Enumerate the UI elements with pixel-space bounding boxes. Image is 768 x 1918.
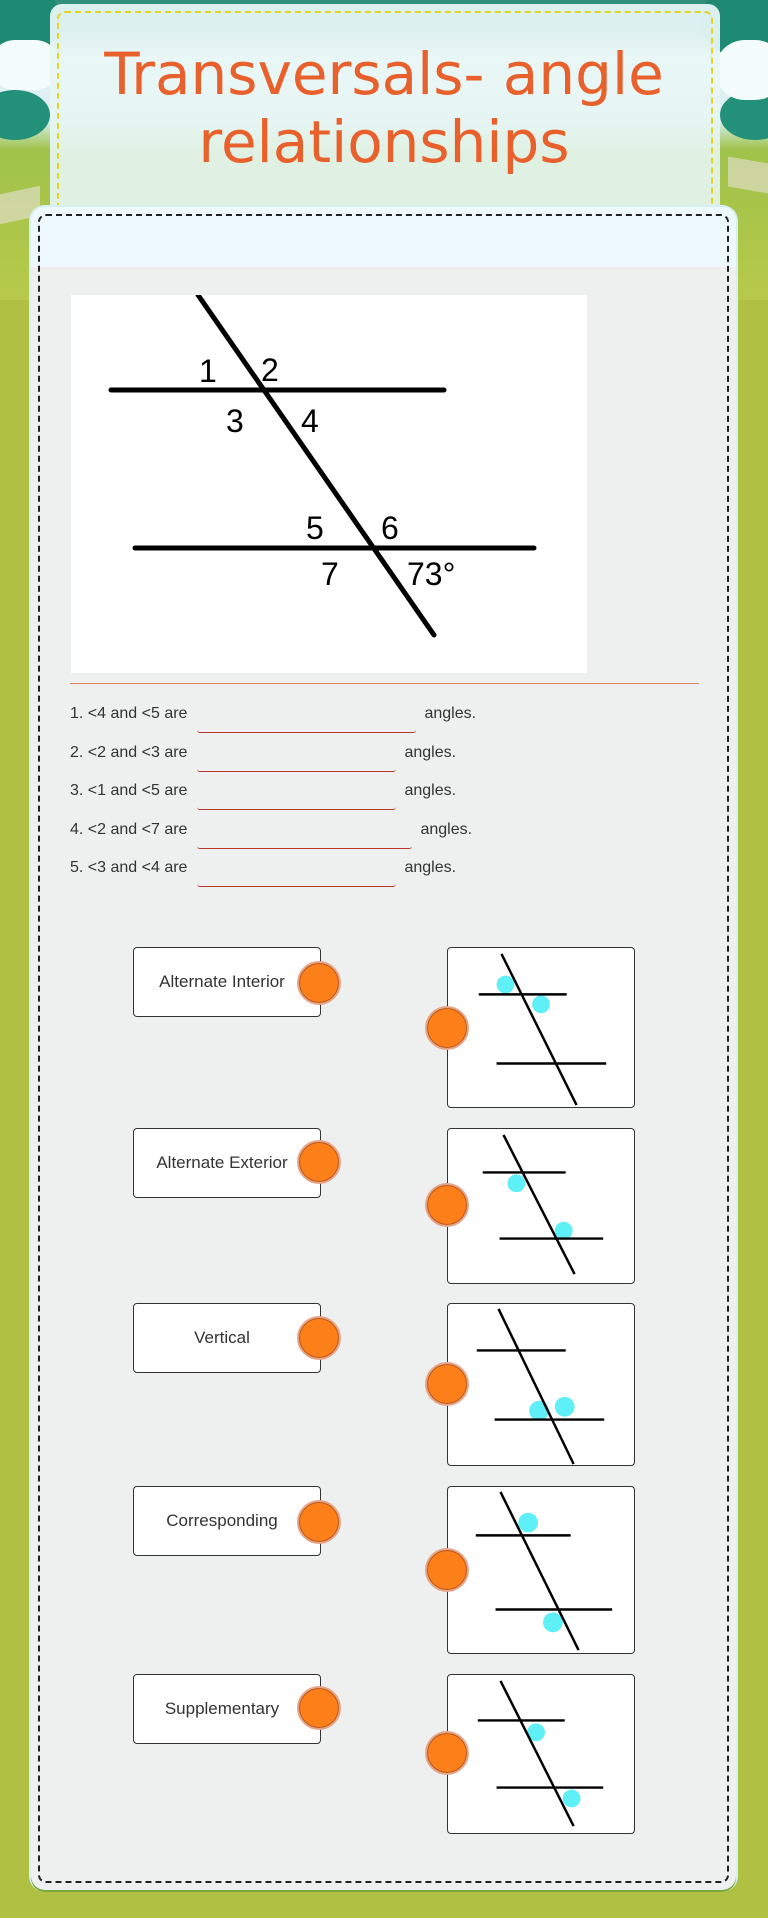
question-suffix: angles. (404, 859, 457, 877)
match-diagram-4[interactable] (447, 1486, 635, 1654)
left-connector-dot-4[interactable] (297, 1500, 341, 1544)
answer-input-1[interactable] (197, 707, 416, 733)
tree-decoration (0, 90, 50, 140)
match-term-label: Corresponding (166, 1511, 278, 1530)
question-number: 5. (70, 859, 84, 877)
answer-input-3[interactable] (197, 784, 396, 810)
angle-label-7: 7 (321, 556, 339, 592)
right-connector-dot-5[interactable] (425, 1731, 469, 1775)
alternate-exterior-diagram (448, 1129, 634, 1283)
left-connector-dot-5[interactable] (297, 1686, 341, 1730)
match-diagram-2[interactable] (447, 1128, 635, 1284)
match-diagram-3[interactable] (447, 1303, 635, 1466)
left-connector-dot-1[interactable] (297, 961, 341, 1005)
right-connector-dot-1[interactable] (425, 1006, 469, 1050)
angle-label-2: 2 (261, 352, 279, 388)
corresponding-diagram (448, 1487, 634, 1653)
question-prompt: <2 and <3 are (87, 743, 188, 761)
question-number: 1. (70, 705, 84, 723)
match-term-label: Alternate Interior (159, 972, 285, 991)
answer-input-4[interactable] (197, 823, 412, 849)
match-term-alternate-exterior[interactable] (133, 1128, 321, 1198)
answer-input-2[interactable] (197, 746, 396, 772)
question-suffix: angles. (404, 782, 457, 800)
question-row (70, 811, 690, 850)
match-term-supplementary[interactable] (133, 1674, 321, 1744)
question-suffix: angles. (420, 820, 473, 838)
alternate-interior-diagram (448, 948, 634, 1107)
path-decoration (728, 156, 768, 193)
right-connector-dot-3[interactable] (425, 1362, 469, 1406)
right-connector-dot-4[interactable] (425, 1548, 469, 1592)
supplementary-diagram (448, 1675, 634, 1833)
question-suffix: angles. (424, 705, 477, 723)
angle-label-1: 1 (199, 353, 217, 389)
question-number: 4. (70, 820, 84, 838)
answer-input-5[interactable] (197, 861, 396, 887)
divider-line (70, 683, 699, 684)
vertical-diagram (448, 1304, 634, 1465)
transversal-diagram-svg (71, 295, 587, 673)
page-title: Transversals- angle relationships (104, 40, 664, 176)
question-number: 3. (70, 782, 84, 800)
match-term-corresponding[interactable] (133, 1486, 321, 1556)
question-prompt: <1 and <5 are (87, 782, 188, 800)
question-list (70, 695, 690, 888)
transversal-diagram (71, 295, 587, 673)
match-diagram-1[interactable] (447, 947, 635, 1108)
match-term-vertical[interactable] (133, 1303, 321, 1373)
question-prompt: <3 and <4 are (87, 859, 188, 877)
match-term-label: Supplementary (164, 1699, 280, 1718)
question-prompt: <2 and <7 are (87, 820, 188, 838)
angle-label-5: 5 (306, 510, 324, 546)
angle-label-6: 6 (381, 510, 399, 546)
angle-label-3: 3 (226, 403, 244, 439)
question-number: 2. (70, 743, 84, 761)
question-prompt: <4 and <5 are (87, 705, 188, 723)
right-connector-dot-2[interactable] (425, 1183, 469, 1227)
given-angle-label: 73° (407, 556, 456, 592)
question-row (70, 695, 690, 734)
question-suffix: angles. (404, 743, 457, 761)
match-diagram-5[interactable] (447, 1674, 635, 1834)
cloud-decoration (715, 40, 768, 100)
left-connector-dot-3[interactable] (297, 1316, 341, 1360)
match-term-alternate-interior[interactable] (133, 947, 321, 1017)
match-term-label: Vertical (194, 1328, 250, 1347)
question-row (70, 734, 690, 773)
question-row (70, 849, 690, 888)
question-row (70, 772, 690, 811)
match-term-label: Alternate Exterior (156, 1153, 288, 1172)
left-connector-dot-2[interactable] (297, 1140, 341, 1184)
angle-label-4: 4 (301, 403, 319, 439)
